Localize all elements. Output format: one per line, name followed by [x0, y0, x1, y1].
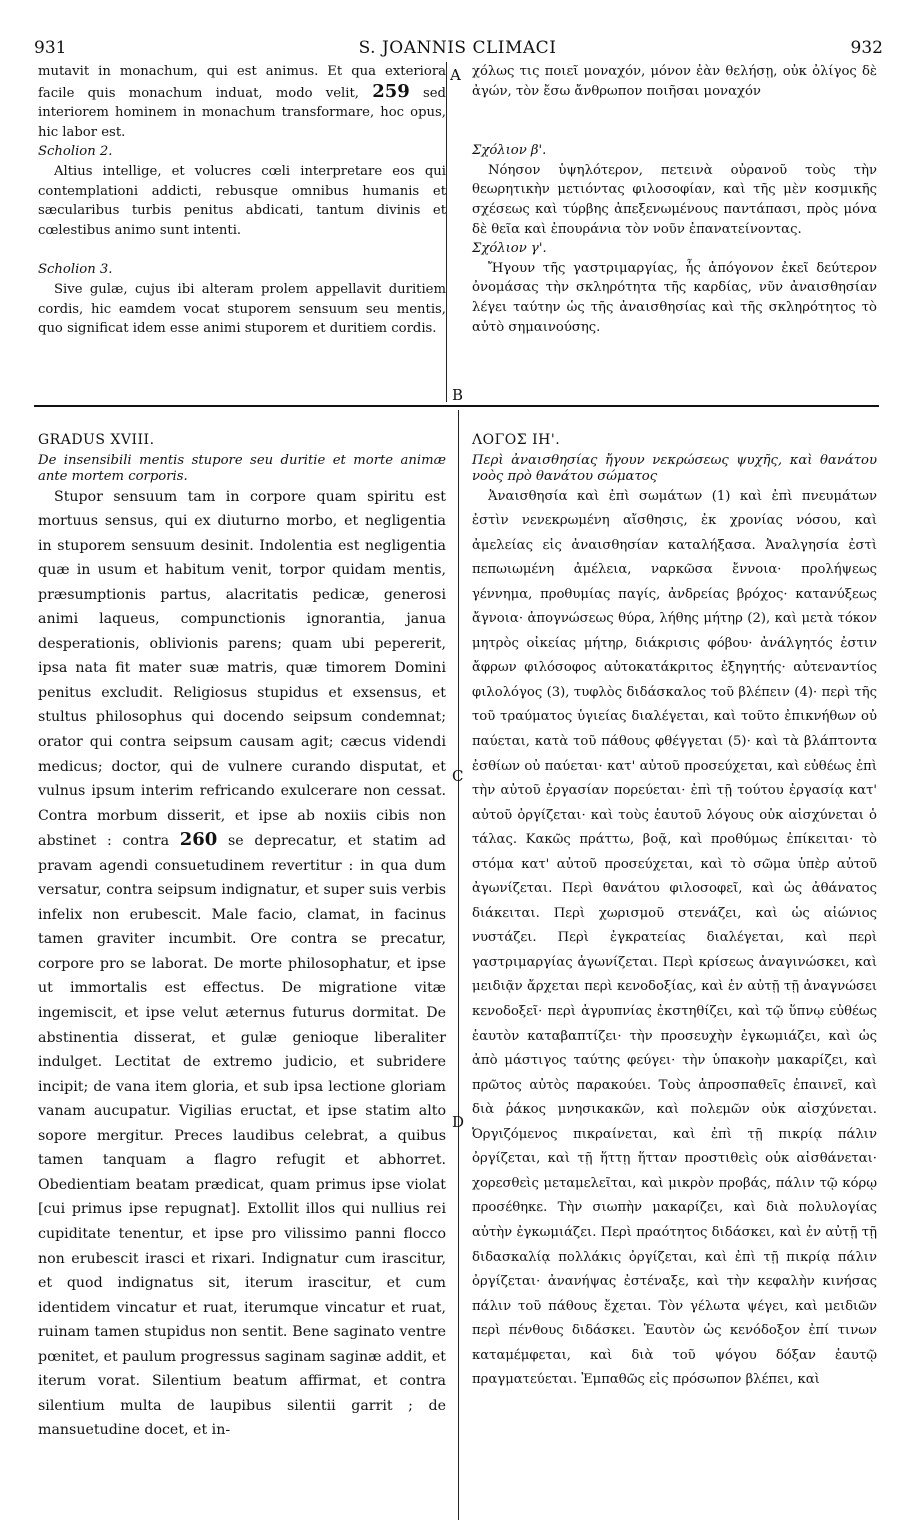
- bottom-column-divider: [458, 410, 459, 1520]
- greek-scholion2-text: Νόησον ὑψηλότερον, πετεινὰ οὐρανοῦ τοὺς τὴν θεωρητικὴν μετιόντας φιλοσοφίαν, καὶ τῆς μὲν κοσμικῆς σχέσεως καὶ τύρβης ἀπεξενωμένους παντάπασι, πρὸς μόνα δὲ θεῖα καὶ ἐπουράνια τὸν νοῦν ἐπανατείνοντας.: [472, 162, 877, 237]
- latin-text-part2: se deprecatur, et statim ad pravam agendi consuetudinem revertitur : in qua dum versatur, contra seipsum indignatur, et super suis verbis infelix non erubescit. Male facio, clamat, in facinus tamen graviter incumbit. Ore contra se precatur, corpore pro se laborat. De morte philosophatur, et ipse ut immortalis est effectus. De migratione vitæ ingemiscit, et ipse velut æternus futurus dormitat. De abstinentia disserat, et gulæ genioque liberaliter indulget. Lectitat de extremo judicio, et subridere incipit; de vana item gloria, et sub ipsa lectione gloriam vanam aucupatur. Vigilias eructat, et ipse statim alto sopore mergitur. Preces laudibus celebrat, a quibus tamen tanquam a flagro refugit et abhorret. Obedientiam beatam prædicat, quam primus ipse violat [cui primus ipse repugnat]. Extollit illos qui nullius rei cupiditate tenentur, et ipse pro vilissimo panni flocco non erubescit irasci et rixari. Indignatur cum irascitur, et quod indignatus sit, iterum irascitur, et cum identidem vincatur et ruat, iterumque vincatur et ruat, ruinam tamen stupidus non sentit. Bene saginato ventre pœnitet, et paulum progressus saginam saginæ addit, et iterum vorat. Silentium beatum affirmat, et contra silentium multa de laupibus silentii garrit ; de mansuetudine docet, et in-: [38, 833, 446, 1439]
- greek-chapter-text: Ἀναισθησία καὶ ἐπὶ σωμάτων (1) καὶ ἐπὶ πνευμάτων ἐστὶν νενεκρωμένη αἴσθησις, ἐκ χρονίας νόσου, καὶ ἀμελείας εἰς ἀναισθησίαν καταλήξασα. Ἀναλγησία ἐστὶ πεπωιωμένη ἀμέλεια, ναρκῶσα ἔννοια· προλήψεως γέννημα, προθυμίας παγίς, ἀνδρείας βρόχος· κατανύξεως ἄγνοια· ἀπογνώσεως θύρα, λήθης μήτηρ (2), καὶ μετὰ τόκον μητρὸς οἰκείας μήτηρ, διάκρισις φόβου· ἀνάλγητός ἐστιν ἄφρων φιλόσοφος αὐτοκατάκριτος ἐξηγητής· αὐτεναντίος φιλολόγος (3), τυφλὸς διδάσκαλος τοῦ βλέπειν (4)· περὶ τῆς τοῦ τραύματος ὑγιείας διαλέγεται, καὶ τοῦτο ἐπικνήθων οὐ παύεται, κατὰ τοῦ πάθους φθέγγεται (5)· καὶ τὰ βλάπτοντα ἐσθίων οὐ παύεται· κατ' αὐτοῦ προσεύχεται, καὶ εὐθέως ἐπὶ τὴν αὐτοῦ ἐργασίαν πορεύεται· ἐπὶ τῇ τούτου ἐργασίᾳ κατ' αὐτοῦ ὀργίζεται· καὶ τοὺς ἑαυτοῦ λόγους οὐκ αἰσχύνεται ὁ τάλας. Κακῶς πράττω, βοᾷ, καὶ προθύμως ἐπίκειται· τὸ στόμα κατ' αὐτοῦ προσεύχεται, καὶ τὸ σῶμα ὑπὲρ αὐτοῦ ἀγωνίζεται. Περὶ θανάτου φιλοσοφεῖ, καὶ ὡς ἀθάνατος διάκειται. Περὶ χωρισμοῦ στενάζει, καὶ ὡς αἰώνιος νυστάζει. Περὶ ἐγκρατείας διαλέγεται, καὶ περὶ γαστριμαργίας ἀγωνίζεται. Περὶ κρίσεως ἀναγινώσκει, καὶ μειδιᾷν ἄρχεται περὶ κενοδοξίας, καὶ ἐν αὐτῇ τῇ ἀναγνώσει κενοδοξεῖ· περὶ ἀγρυπνίας ἐκστηθίζει, καὶ τῷ ὕπνῳ εὐθέως ἑαυτὸν καταβαπτίζει· τὴν προσευχὴν ἐγκωμιάζει, καὶ ὡς ἀπὸ μάστιγος ταύτης φεύγει· τὴν ὑπακοὴν μακαρίζει, καὶ πρῶτος αὐτὸς παρακούει. Τοὺς ἀπροσπαθεῖς ἐπαινεῖ, καὶ διὰ ῥάκος μνησικακῶν, καὶ πολεμῶν οὐκ αἰσχύνεται. Ὀργιζόμενος πικραίνεται, καὶ ἐπὶ τῇ πικρίᾳ πάλιν ὀργίζεται, καὶ τῇ ἥττῃ ἥτταν προστιθεὶς οὐκ αἰσθάνεται· χορεσθεὶς μεταμελεῖται, καὶ μικρὸν προβάς, πάλιν τῷ κόρῳ προσέθηκε. Τὴν σιωπὴν μακαρίζει, καὶ διὰ πολυλογίας αὐτὴν ἐγκωμιάζει. Περὶ πραότητος διδάσκει, καὶ ἐν αὐτῇ τῇ διδασκαλίᾳ πολλάκις ὀργίζεται, καὶ ἐπὶ τῇ πικρίᾳ πάλιν ὀργίζεται· ἀνανήψας ἐστέναξε, καὶ τὴν κεφαλὴν κινήσας πάλιν τοῦ πάθους ἔχεται. Τὸν γέλωτα ψέγει, καὶ μειδιῶν περὶ πένθους διδάσκει. Ἑαυτὸν ὡς κενόδοξον ἐπί τινων καταμέμφεται, καὶ διὰ τοῦ ψόγου δόξαν ἑαυτῷ πραγματεύεται. Ἐμπαθῶς εἰς πρόσωπον βλέπει, καὶ: [472, 488, 877, 1388]
- latin-scholion3-text: Sive gulæ, cujus ibi alteram prolem appellavit duritiem cordis, hic eamdem vocat stuporem sensuum seu mentis, quo significat idem esse animi stuporem et duritiem cordis.: [38, 281, 446, 337]
- greek-bottom-column: [472, 428, 877, 1393]
- margin-marker-d: D: [452, 1113, 465, 1131]
- margin-marker-a: A: [450, 66, 461, 84]
- latin-text-part1: Stupor sensuum tam in corpore quam spiritu est mortuus sensus, qui ex diuturno morbo, et negligentia in stuporem sensuum desinit. Indolentia est negligentia quæ in usum et habitum venit, torpor quidam mentis, præsumptionis partus, alacritatis pedicæ, generosi animi laqueus, compunctionis ignorantia, janua desperationis, oblivionis parens; quam ubi pepererit, ipsa nata fit mater suæ matris, quæ timorem Domini penitus excludit. Religiosus stupidus et exsensus, et stultus philosophus qui docendo seipsum condemnat; orator qui contra seipsum causam agit; cæcus videndi medicus; doctor, qui de vulnere curando disputat, et vulnus ipsum interim refricando exulcerare non cessat. Contra morbum disserit, et ipse ab noxiis cibis non abstinet : contra: [38, 488, 446, 850]
- latin-scholion2-text: Altius intellige, et volucres cœli interpretare eos qui contemplationi addicti, rebusque omnibus humanis et sæcularibus turbis penitus abdicati, tantum divinis et cœlestibus animo sunt intenti.: [38, 163, 446, 238]
- latin-chapter-text: [38, 485, 446, 1443]
- greek-scholion3-text: Ἤγουν τῆς γαστριμαργίας, ἧς ἀπόγονον ἐκεῖ δεύτερον ὀνομάσας τὴν σκληρότητα τῆς καρδίας, νῦν ἀναισθησίαν λέγει ταύτην ὡς τῆς ἀναισθησίας καὶ τῆς σκληρότητος τὸ αὐτὸ σημαινούσης.: [472, 260, 877, 335]
- section-divider: [34, 405, 879, 407]
- latin-chapter-subtitle: De insensibili mentis stupore seu duritie et morte animæ ante mortem corporis.: [38, 452, 446, 484]
- latin-para1-end: sed interiorem hominem in monachum transformare, hoc opus, hic labor est.: [38, 85, 446, 140]
- latin-scholion2-title: Scholion 2.: [38, 144, 113, 160]
- latin-top-column: [38, 62, 446, 339]
- greek-top-column: [472, 62, 877, 337]
- left-page-number: 931: [34, 38, 67, 58]
- greek-scholion3-title: Σχόλιον γ'.: [472, 241, 547, 257]
- top-column-divider: [446, 62, 447, 402]
- greek-chapter-title: ΛΟΓΟΣ ΙΗ'.: [472, 432, 561, 448]
- greek-chapter-subtitle: Περὶ ἀναισθησίας ἤγουν νεκρώσεως ψυχῆς, καὶ θανάτου νοὸς πρὸ θανάτου σώματος: [472, 452, 877, 484]
- latin-para1-start: mutavit in monachum, qui est animus. Et qua exteriora facile quis monachum induat, modo velit,: [38, 64, 446, 101]
- latin-chapter-title: GRADUS XVIII.: [38, 432, 155, 448]
- running-title: S. JOANNIS CLIMACI: [358, 38, 557, 58]
- latin-para1: [38, 62, 446, 142]
- right-page-number: 932: [850, 38, 883, 58]
- latin-bottom-column: [38, 428, 446, 1443]
- latin-scholion3-title: Scholion 3.: [38, 262, 113, 278]
- column-number-259: 259: [372, 80, 410, 102]
- margin-marker-c: C: [452, 767, 464, 785]
- greek-scholion2-title: Σχόλιον β'.: [472, 143, 547, 159]
- margin-marker-b: B: [452, 386, 464, 404]
- column-number-260: 260: [179, 829, 218, 851]
- greek-para1: χόλως τις ποιεῖ μοναχόν, μόνον ἐὰν θελήσῃ, οὐκ ὀλίγος δὲ ἀγών, τὸν ἔσω ἄνθρωπον ποιῆσαι μοναχόν: [472, 64, 877, 99]
